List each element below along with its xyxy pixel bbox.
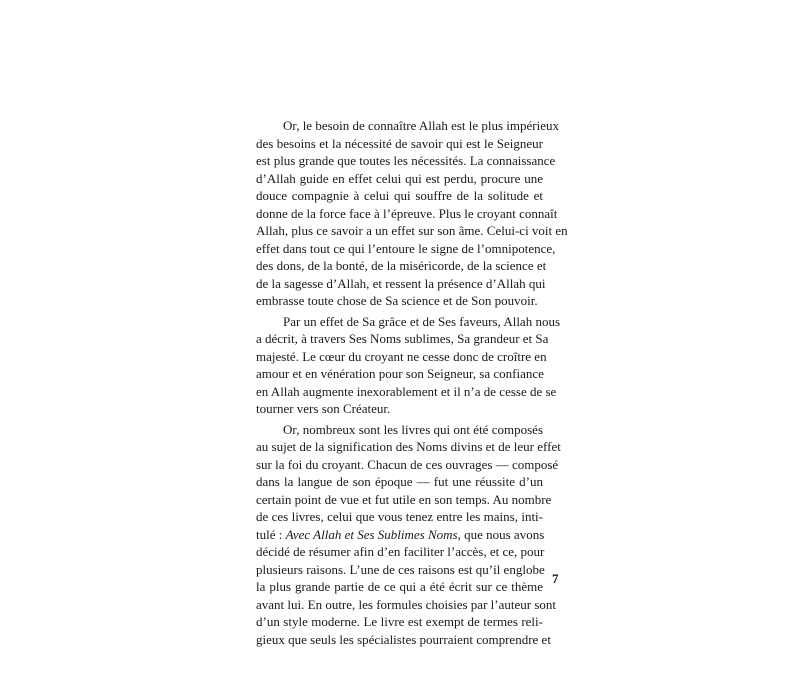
text-line: Allah, plus ce savoir a un effet sur son âme. Celui-ci voit en bbox=[256, 223, 568, 238]
text-line: plusieurs raisons. L’une de ces raisons est qu’il englobe bbox=[256, 561, 545, 577]
text-line: sur la foi du croyant. Chacun de ces ouvrages — composé bbox=[256, 456, 559, 472]
text-line: dans la langue de son époque — fut une réussite d’un bbox=[256, 474, 543, 489]
text-line: Par un effet de Sa grâce et de Ses faveurs, Allah nous bbox=[283, 313, 561, 329]
text-line: certain point de vue et fut utile en son temps. Au nombre bbox=[256, 491, 552, 507]
body-text bbox=[256, 117, 568, 648]
text-line: est plus grande que toutes les nécessités. La connaissance bbox=[256, 153, 556, 168]
paragraph-2 bbox=[256, 313, 561, 418]
text-line: douce compagnie à celui qui souffre de la solitude et bbox=[256, 188, 543, 203]
text-line: décidé de résumer afin d’en faciliter l’accès, et ce, pour bbox=[256, 544, 545, 559]
text-line-with-title: tulé : Avec Allah et Ses Sublimes Noms, que nous avons bbox=[256, 526, 545, 542]
text-line: gieux que seuls les spécialistes pourraient comprendre et bbox=[256, 631, 551, 647]
text-line: amour et en vénération pour son Seigneur, sa confiance bbox=[256, 366, 544, 381]
text-line: en Allah augmente inexorablement et il n’a de cesse de se bbox=[256, 383, 557, 399]
paragraph-1 bbox=[256, 117, 568, 310]
text-line: avant lui. En outre, les formules choisies par l’auteur sont bbox=[256, 596, 557, 612]
text-line: a décrit, à travers Ses Noms sublimes, Sa grandeur et Sa bbox=[256, 331, 549, 346]
paragraph-3 bbox=[256, 421, 561, 649]
text-line: des besoins et la nécessité de savoir qui est le Seigneur bbox=[256, 135, 543, 151]
text-line: embrasse toute chose de Sa science et de Son pouvoir. bbox=[256, 293, 538, 308]
text-line: au sujet de la signification des Noms divins et de leur effet bbox=[256, 439, 561, 454]
text-line: Or, le besoin de connaître Allah est le plus impérieux bbox=[283, 118, 560, 133]
text-line: donne de la force face à l’épreuve. Plus le croyant connaît bbox=[256, 205, 558, 221]
text-line: d’un style moderne. Le livre est exempt de termes reli- bbox=[256, 614, 543, 629]
text-line: de ces livres, celui que vous tenez entre les mains, inti- bbox=[256, 509, 543, 524]
text-line: la plus grande partie de ce qui a été écrit sur ce thème bbox=[256, 579, 543, 594]
text-line: effet dans tout ce qui l’entoure le signe de l’omnipotence, bbox=[256, 240, 556, 256]
text-line: des dons, de la bonté, de la miséricorde, de la science et bbox=[256, 258, 547, 273]
text-line: majesté. Le cœur du croyant ne cesse donc de croître en bbox=[256, 348, 547, 364]
text-line: d’Allah guide en effet celui qui est perdu, procure une bbox=[256, 170, 543, 186]
text-line: Or, nombreux sont les livres qui ont été composés bbox=[283, 421, 543, 437]
text-line: de la sagesse d’Allah, et ressent la présence d’Allah qui bbox=[256, 275, 546, 291]
book-title: Avec Allah et Ses Sublimes Noms bbox=[285, 526, 458, 542]
text-line: tourner vers son Créateur. bbox=[256, 401, 391, 416]
page-number: 7 bbox=[552, 571, 559, 586]
